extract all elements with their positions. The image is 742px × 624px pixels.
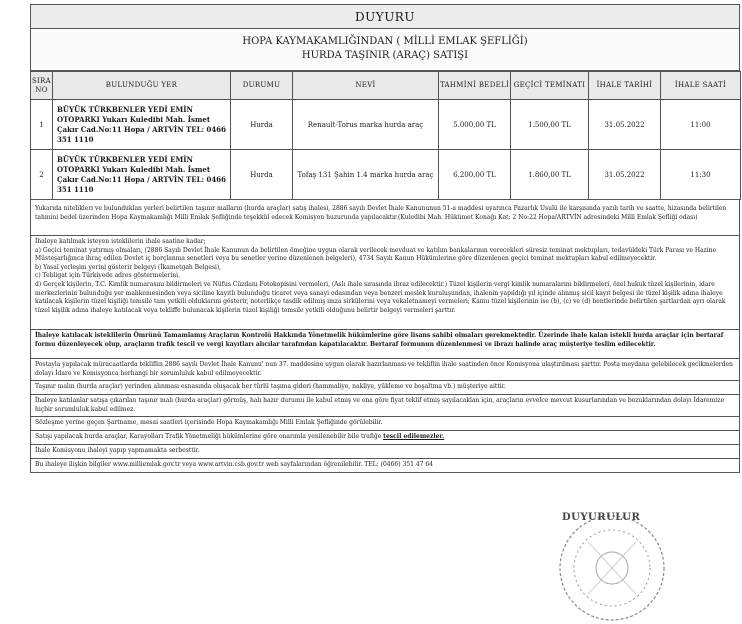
row-location: BÜYÜK TÜRKBENLER YEDİ EMİN OTOPARKI Yukarı Kuledibi Mah. İsmet Çakır Cad.No:11 Hopa / ARTVİN TEL: 0466 351 1110 [53,100,231,150]
specification-notice: Sözleşme yerine geçen Şartname, mesai saatleri içerisinde Hopa Kaymakamlığı Milli Emlak Şefliğinde görülebilir. [30,417,740,431]
column-header: İHALE SAATİ [661,72,741,100]
table-row [31,100,741,150]
postal-application-notice: Postayla yapılacak müracaatlarda tekliflin 2886 sayılı Devlet İhale Kanunu' nun 37. maddesine uygun olarak hazırlanması ve tekliflin ihale saatinden önce Komisyona ulaştırılması şarttır. Posta meydana gelebilecek gecikmelerden dolayı İdare ve Komisyonca herhangi bir sorumluluk kabul edilmeyecektir. [30,359,740,381]
column-header: GEÇİCİ TEMİNATI [511,72,589,100]
row-number: 2 [31,150,53,200]
row-status: Hurda [231,150,293,200]
row-deposit: 1.500,00 TL [511,100,589,150]
info-notice: Bu ihaleye ilişkin bilgiler www.milliemlak.gov.tr veya www.artvin.csb.gov.tr web sayfalarından öğrenilebilir. TEL: (0466) 351 47 64 [30,459,740,473]
stamp-label: DUYURULUR [562,512,641,523]
registration-notice [30,431,740,445]
requirement-b: b) Yasal yerleşim yerini gösterir belgeyi (İkametgah Belgesi), [35,263,222,271]
subtitle-line-1: HOPA KAYMAKAMLIĞINDAN ( MİLLİ EMLAK ŞEFLİĞİ) [242,36,528,47]
inspection-notice: İhaleye katılanlar satışa çıkarılan taşınır malı (hurda araçlar) görmüş, halı hazır durumu ile kabul etmiş ve ona göre fiyat teklif etmiş sayılacaklan için, araçların evvelce mevcut kusurlarından ve bozuklarından dolayı İdaremize hiçbir sorumluluk kabul edilmez. [30,395,740,417]
announcement-sheet [30,4,740,473]
requirements-section [30,236,740,330]
page-title: DUYURU [30,4,740,29]
registration-emphasis: tescil edilemezler. [383,433,445,440]
row-status: Hurda [231,100,293,150]
row-time: 11:30 [661,150,741,200]
table-header-row [31,72,741,100]
column-header: İHALE TARİHİ [589,72,661,100]
lots-table [30,71,741,200]
subtitle-line-2: HURDA TAŞINIR (ARAÇ) SATIŞI [301,50,469,61]
column-header: TAHMİNİ BEDELİ [439,72,511,100]
row-type: Tofaş 131 Şahin 1.4 marka hurda araç [293,150,439,200]
requirements-title: İhaleye katılmak isteyen isteklilerin ihale saatine kadar; [35,238,206,245]
requirement-d: d) Gerçek kişilerin, T.C. Kimlik numarasını bildirmeleri ve Nüfus Cüzdanı Fotokopisini vermeleri, (Aslı ihale sırasında ibraz edilecektir.) Tüzel kişilerin vergi kimlik numaralarını bildirmeleri, özel hukuk tüzel kişilerinin, idare merkezlerinin bulunduğu yer mahkemesinden veya siciline kayıtlı bulunduğu ticaret veya sanayi odasından veya benzeri meslek kuruluşundan, ihalenin yapıldığı yıl içinde alınmış sicil kayıt belgesi ile tüzel kişilik adına ihaleye katılacak kişilerin tüzel kişiliği temsile tam yetkili olduklarını gösterir, noterlikçe tasdik edilmiş imza sirkülerini veya vekaletnameyi vermeleri; Kamu tüzel kişilerinin ise (b), (c) ve (d) bentlerinde belirtilen şartlardan ayrı olarak tüzel kişilik adına ihaleye katılacak veya tekliffe bulunacak kişilerin tüzel kişiliği temsile yetkili olduğunu belirtir belgeyi vermeleri şarttır. [35,280,726,314]
row-number: 1 [31,100,53,150]
column-header: NEVİ [293,72,439,100]
requirement-c: c) Tebligat için Türkiyede adres göstermelerini, [35,272,180,280]
row-type: Renault-Torus marka hurda araç [293,100,439,150]
row-date: 31.05.2022 [589,150,661,200]
table-row [31,150,741,200]
row-location: BÜYÜK TÜRKBENLER YEDİ EMİN OTOPARKI Yukarı Kuledibi Mah. İsmet Çakır Cad.No:11 Hopa / ARTVİN TEL: 0466 351 1110 [53,150,231,200]
row-deposit: 1.860,00 TL [511,150,589,200]
column-header: DURUMU [231,72,293,100]
row-estimated-price: 5.000,00 TL [439,100,511,150]
requirement-a: a) Geçici teminat yatırmış olmaları, (2886 Sayılı Devlet İhale Kanunun da belirtilen ömeğine uygun olarak verilecek mevduat ve katılım bankalarının verecekleri süresiz teminat mektupları, tedavüldeki Türk Parası ve Hazine Müsteşarlığınca ihraç edilen Devlet iç borçlanma senetleri veya bu senetler yerine düzenlenen belgeleri), 4734 Sayılı Kanun Hükümlerine göre düzenlenen geçici teminat mektupları kabul edilmeyecektir. [35,246,717,263]
column-header: SIRA NO [31,72,53,100]
vehicle-license-notice: İhaleye katılacak isteklilerin Ömrünü Tamamlamış Araçların Kontrolü Hakkında Yönetmelik hükümlerine göre lisans sahibi olmaları gerekmektedir. Üzerinde ihale kalan istekli hurda araçlar için bertaraf formu düzenleyecek olup, araçların trafik tescil ve vergi kayıtları alıcılar tarafından kapatılacaktır. Bertaraf formunun düzenlenmesi ve ibrazı halinde araç müşteriye teslim edilecektir. [30,330,740,359]
row-date: 31.05.2022 [589,100,661,150]
row-time: 11:00 [661,100,741,150]
registration-text: Satışı yapılacak hurda araçlar, Karayolları Trafik Yönetmeliği hükümlerine göre onarımla yenilenebilir bile trafiğe [35,433,384,440]
intro-paragraph: Yukarıda niteliklerı ve bulunduklan yerleri belirtilen taşınır malların (hurda araçlar) satış ihalesi, 2886 sayılı Devlet İhale Kanununun 51-a maddesi uyarınca Pazarlık Usulü ile karşısında yazılı tarih ve saatte, hizasında belirtilen tahmini bedel üzerinden Hopa Kaymakamlığı Milli Emlak Şefliğinde teşekkül edecek Komisyon huzurunda yapılacaktır.(Kuledibi Mah. Hükümet Konağı Kat: 2 No:22 Hopa/ARTVİN adresindeki Milli Emlak Şefliği odası) [30,200,740,236]
transport-cost-notice: Taşınır malın (hurda araçlar) yerinden alınması esnasında oluşacak her türlü taşıma gideri (hammaliye, nakliye, yükleme ve boşaltma vb.) müşteriye aittir. [30,381,740,395]
commission-notice: İhale Komisyonu ihaleyi yapıp yapmamakta serbesttir. [30,445,740,459]
column-header: BULUNDUĞU YER [53,72,231,100]
page-subtitle [30,29,740,71]
row-estimated-price: 6.200,00 TL [439,150,511,200]
